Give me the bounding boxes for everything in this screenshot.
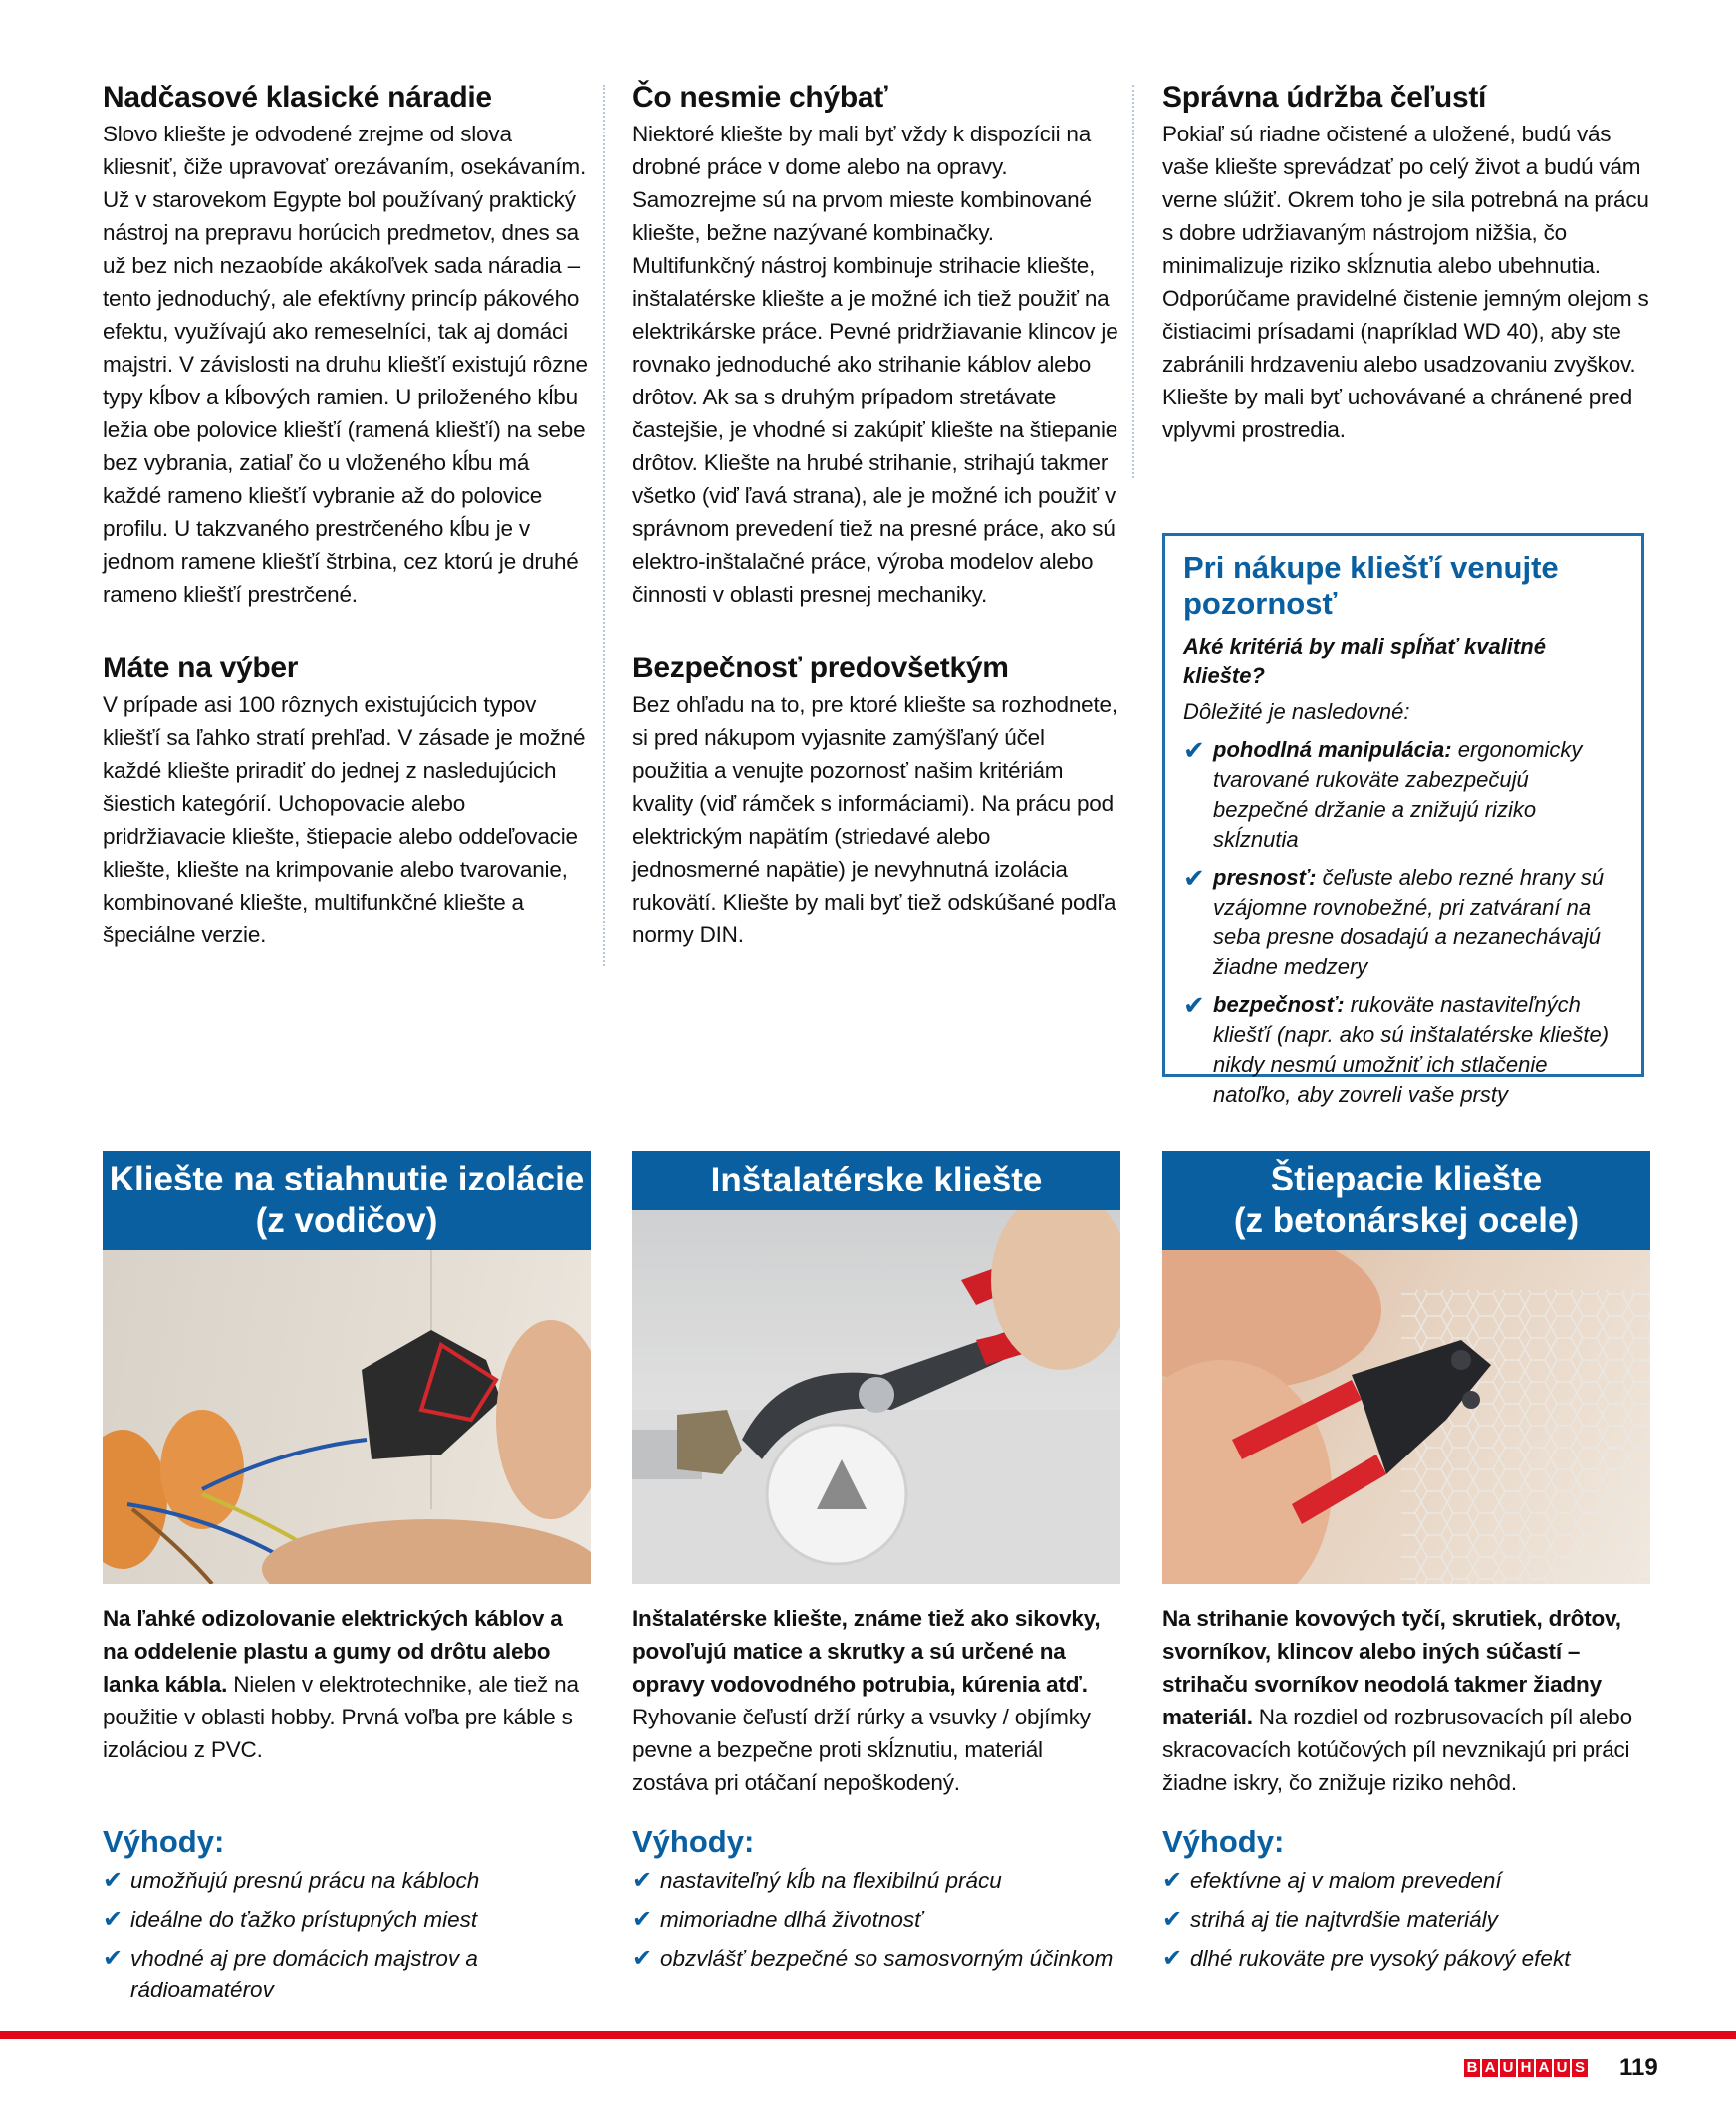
advantage-text: efektívne aj v malom prevedení [1190,1868,1502,1893]
advantage-text: mimoriadne dlhá životnosť [660,1907,923,1932]
column-divider [603,85,605,966]
card-title [1162,1151,1650,1250]
check-icon: ✔ [1183,990,1205,1020]
advantage-item [1162,1904,1650,1936]
criterion-text: ergonomicky tvarované rukoväte zabezpečujú bezpečné držanie a znižujú riziko skĺznutia [1213,737,1583,852]
article-column-1 [103,80,591,951]
card-description [1162,1602,1650,1799]
product-card-plumbing-pliers [632,1151,1120,1799]
section-heading: Bezpečnosť predovšetkým [632,652,1009,684]
logo-letter: U [1500,2059,1516,2077]
card-title [632,1151,1120,1210]
card-title-line: (z betonárskej ocele) [1233,1201,1580,1240]
column-divider [1132,85,1134,478]
check-icon: ✔ [103,1945,124,1972]
advantages-list [103,1823,591,2013]
card-description-text: Nielen v elektrotechnike, ale tiež na použitie v oblasti hobby. Prvná voľba pre káble s izoláciou z PVC. [103,1672,579,1762]
advantage-text: nastaviteľný kĺb na flexibilnú prácu [660,1868,1002,1893]
check-icon: ✔ [632,1945,653,1972]
plumbing-pliers-photo [632,1210,1120,1584]
criterion-item [1183,863,1623,982]
card-title-line: Inštalatérske kliešte [710,1161,1043,1199]
section-heading: Máte na výber [103,652,299,684]
criterion-label: presnosť: [1213,865,1317,890]
card-description-lead: Na strihanie kovových tyčí, skrutiek, drôtov, svorníkov, klincov alebo iných súčastí – strihaču svorníkov neodolá takmer žiadny materiál. [1162,1606,1621,1729]
check-icon: ✔ [1183,863,1205,893]
footer-rule [0,2031,1736,2039]
section-body: Bez ohľadu na to, pre ktoré kliešte sa rozhodnete, si pred nákupom vyjasnite zamýšľaný účel použitia a venujte pozornosť našim kritériám kvality (viď rámček s informáciami). Na prácu pod elektrickým napätím (striedavé alebo jednosmerné napätie) je nevyhnutná izolácia rukovätí. Kliešte by mali byť tiež odskúšané podľa normy DIN. [632,692,1117,947]
advantage-item [103,1943,591,2006]
check-icon: ✔ [1162,1906,1183,1933]
check-icon: ✔ [1162,1867,1183,1894]
section-heading: Správna údržba čeľustí [1162,81,1487,114]
bauhaus-logo [1464,2059,1588,2077]
advantages-title: Výhody: [1162,1824,1285,1859]
card-title-line: Štiepacie kliešte [1270,1160,1543,1198]
advantage-text: strihá aj tie najtvrdšie materiály [1190,1907,1498,1932]
check-icon: ✔ [632,1867,653,1894]
section-heading: Čo nesmie chýbať [632,81,888,114]
advantages-list [1162,1823,1650,1982]
logo-letter: S [1572,2059,1588,2077]
advantage-item [632,1865,1120,1897]
card-description-text: Na rozdiel od rozbrusovacích píl alebo skracovacích kotúčových píl nevznikajú pri práci žiadne iskry, čo znižuje riziko nehôd. [1162,1705,1632,1795]
bolt-cutter-illustration [1162,1250,1650,1584]
advantages-list [632,1823,1120,1982]
section-heading: Nadčasové klasické náradie [103,81,492,114]
advantages-title: Výhody: [632,1824,755,1859]
buying-tips-box [1162,533,1644,1107]
section-body: Pokiaľ sú riadne očistené a uložené, budú vás vaše kliešte sprevádzať po celý život a budú vám verne slúžiť. Okrem toho je sila potrebná na prácu s dobre udržiavaným nástrojom nižšia, čo minimalizuje riziko skĺznutia alebo ubehnutia. Odporúčame pravidelné čistenie jemným olejom s čistiacimi prísadami (napríklad WD 40), aby ste zabránili hrdzaveniu alebo usadzovaniu zvyškov. Kliešte by mali byť uchovávané a chránené pred vplyvmi prostredia. [1162,122,1649,442]
card-description-lead: Inštalatérske kliešte, známe tiež ako sikovky, povoľujú matice a skrutky a sú určené na opravy vodovodného potrubia, kúrenia atď. [632,1606,1101,1697]
criterion-item [1183,735,1623,855]
advantage-text: vhodné aj pre domácich majstrov a rádioamatérov [130,1946,478,2002]
advantage-text: umožňujú presnú prácu na kábloch [130,1868,480,1893]
card-title-line: Kliešte na stiahnutie izolácie [109,1160,585,1198]
infobox-intro: Dôležité je nasledovné: [1183,699,1410,724]
card-title [103,1151,591,1250]
section-body: Niektoré kliešte by mali byť vždy k dispozícii na drobné práce v dome alebo na opravy. Samozrejme sú na prvom mieste kombinované kliešte, bežne nazývané kombinačky. Multifunkčný nástroj kombinuje strihacie kliešte, inštalatérske kliešte a je možné ich tiež použiť na elektrikárske práce. Pevné pridržiavanie klincov je rovnako jednoduché ako strihanie káblov alebo drôtov. Ak sa s druhým prípadom stretávate častejšie, je vhodné si zakúpiť kliešte na štiepanie drôtov. Kliešte na hrubé strihanie, strihajú takmer všetko (viď ľavá strana), ale je možné ich použiť v správnom prevedení tiež na presné práce, ako sú elektro-inštalačné práce, výroba modelov alebo činnosti v oblasti presnej mechaniky. [632,122,1118,607]
logo-letter: B [1464,2059,1480,2077]
article-column-2 [632,80,1120,951]
criterion-text: čeľuste alebo rezné hrany sú vzájomne rovnobežné, pri zatváraní na seba presne dosadajú a nezanechávajú žiadne medzery [1213,865,1605,979]
card-description [632,1602,1120,1799]
advantage-item [632,1943,1120,1975]
check-icon: ✔ [103,1867,124,1894]
advantage-text: obzvlášť bezpečné so samosvorným účinkom [660,1946,1114,1971]
wire-stripper-illustration [103,1250,591,1584]
article-column-3 [1162,80,1650,446]
check-icon: ✔ [1183,735,1205,765]
logo-letter: A [1482,2059,1498,2077]
advantage-text: dlhé rukoväte pre vysoký pákový efekt [1190,1946,1571,1971]
criterion-label: pohodlná manipulácia: [1213,737,1452,762]
criterion-item [1183,990,1623,1110]
advantage-item [1162,1943,1650,1975]
advantage-item [103,1904,591,1936]
plumbing-pliers-illustration [632,1210,1120,1584]
product-card-bolt-cutter [1162,1151,1650,1799]
criterion-label: bezpečnosť: [1213,992,1345,1017]
card-description-text: Ryhovanie čeľustí drží rúrky a vsuvky / objímky pevne a bezpečne proti skĺznutiu, materiál zostáva pri otáčaní nepoškodený. [632,1705,1091,1795]
check-icon: ✔ [632,1906,653,1933]
card-description [103,1602,591,1766]
advantages-title: Výhody: [103,1824,225,1859]
check-icon: ✔ [103,1906,124,1933]
section-body: Slovo kliešte je odvodené zrejme od slova kliesniť, čiže upravovať orezávaním, osekávaním. Už v starovekom Egypte bol používaný praktický nástroj na prepravu horúcich predmetov, dnes sa už bez nich nezaobíde akákoľvek sada náradia – tento jednoduchý, ale efektívny princíp pákového efektu, využívajú ako remeselníci, tak aj domáci majstri. V závislosti na druhu kliešťí existujú rôzne typy kĺbov a kĺbových ramien. U priloženého kĺbu ležia obe polovice kliešťí (ramená kliešťí) na sebe bez vybrania, zatiaľ čo u vloženého kĺbu má každé rameno kliešťí vybranie až do polovice profilu. U takzvaného prestrčeného kĺbu je v jednom ramene kliešťí štrbina, cez ktorú je druhé rameno kliešťí prestrčené. [103,122,588,607]
wire-stripper-photo [103,1250,591,1584]
page-number: 119 [1619,2054,1658,2081]
criterion-text: rukoväte nastaviteľných kliešťí (napr. ako sú inštalatérske kliešte) nikdy nesmú umožniť ich stlačenie natoľko, aby zovreli vaše prsty [1213,992,1610,1107]
advantage-text: ideálne do ťažko prístupných miest [130,1907,478,1932]
logo-letter: A [1536,2059,1552,2077]
infobox-title: Pri nákupe kliešťí venujte pozornosť [1183,550,1559,621]
card-description-lead: Na ľahké odizolovanie elektrických káblov a na oddelenie plastu a gumy od drôtu alebo lanka kábla. [103,1606,563,1697]
infobox-question: Aké kritériá by mali spĺňať kvalitné kliešte? [1183,634,1546,688]
product-card-wire-stripper [103,1151,591,1766]
logo-letter: H [1518,2059,1534,2077]
advantage-item [1162,1865,1650,1897]
logo-letter: U [1554,2059,1570,2077]
advantage-item [103,1865,591,1897]
bolt-cutter-photo [1162,1250,1650,1584]
card-title-line: (z vodičov) [255,1201,438,1240]
advantage-item [632,1904,1120,1936]
check-icon: ✔ [1162,1945,1183,1972]
section-body: V prípade asi 100 rôznych existujúcich typov kliešťí sa ľahko stratí prehľad. V zásade je možné každé kliešte priradiť do jednej z nasledujúcich šiestich kategórií. Uchopovacie alebo pridržiavacie kliešte, štiepacie alebo oddeľovacie kliešte, kliešte na krimpovanie alebo tvarovanie, kombinované kliešte, multifunkčné kliešte a špeciálne verzie. [103,692,586,947]
